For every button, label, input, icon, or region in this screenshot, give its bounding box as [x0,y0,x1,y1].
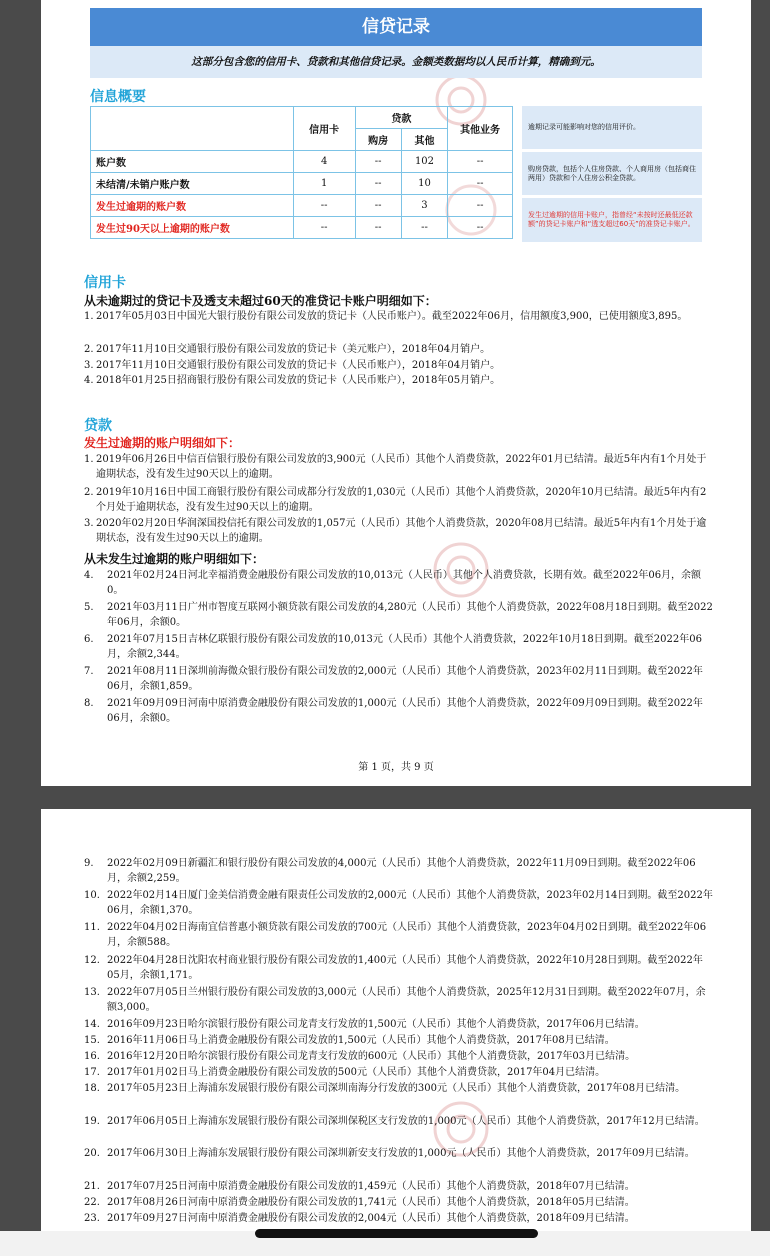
overview-table [90,106,513,239]
list-item: 20. 2017年06月30日上海浦东发展银行股份有限公司深圳新安支行发放的1,000元（人民币）其他个人消费贷款，2017年09月已结清。 [84,1148,695,1159]
cell: -- [448,217,513,239]
credit-card-subheading: 从未逾期过的贷记卡及透支未超过60天的准贷记卡账户明细如下： [84,294,437,308]
cell: -- [448,151,513,173]
cell: -- [355,151,401,173]
loan-heading: 贷款 [84,418,112,434]
list-item: 15. 2016年11月06日马上消费金融股份有限公司发放的1,500元（人民币）其他个人消费贷款，2017年08月已结清。 [84,1035,615,1046]
home-indicator[interactable] [255,1229,538,1238]
col-credit-card: 信用卡 [293,107,355,151]
table-row [91,195,513,217]
credit-card-heading: 信用卡 [84,275,126,291]
note-house-loan: 购房贷款，包括个人住房贷款、个人商用房（包括商住两用）贷款和个人住房公积金贷款。 [522,152,702,195]
list-item: 14. 2016年09月23日哈尔滨银行股份有限公司龙青支行发放的1,500元（人民币）其他个人消费贷款，2017年06月已结清。 [84,1019,645,1030]
overview-notes [522,106,702,245]
list-item: 9. 2022年02月09日新疆汇和银行股份有限公司发放的4,000元（人民币）其他个人消费贷款，2022年11月09日到期。截至2022年06月，余额2,259。 [84,858,696,884]
list-item: 10. 2022年02月14日厦门金美信消费金融有限责任公司发放的2,000元（人民币）其他个人消费贷款，2023年02月14日到期。截至2022年06月，余额1,370。 [84,890,713,916]
list-item: 16. 2016年12月20日哈尔滨银行股份有限公司龙青支行发放的600元（人民币）其他个人消费贷款，2017年03月已结清。 [84,1051,636,1062]
cell: -- [448,195,513,217]
row-label: 账户数 [91,151,294,173]
section-title: 信贷记录 [90,8,702,46]
table-row [91,173,513,195]
cell: 1 [293,173,355,195]
list-item: 17. 2017年01月02日马上消费金融股份有限公司发放的500元（人民币）其他个人消费贷款，2017年04月已结清。 [84,1067,606,1078]
list-item: 1. 2017年05月03日中国光大银行股份有限公司发放的贷记卡（人民币账户）。截至2022年06月，信用额度3,900，已使用额度3,895。 [84,311,688,322]
overview-heading: 信息概要 [90,89,146,105]
list-item: 5. 2021年03月11日广州市智度互联网小额贷款有限公司发放的4,280元（人民币）其他个人消费贷款，2022年08月18日到期。截至2022年06月，余额0。 [84,602,713,628]
cell: 4 [293,151,355,173]
col-other-business: 其他业务 [448,107,513,151]
col-house: 购房 [355,129,401,151]
cell: 3 [401,195,447,217]
row-label: 未结清/未销户账户数 [91,173,294,195]
list-item: 3. 2017年11月10日交通银行股份有限公司发放的贷记卡（人民币账户），2018年04月销户。 [84,360,501,371]
note-overdue-impact: 逾期记录可能影响对您的信用评价。 [522,106,702,149]
table-row [91,217,513,239]
cell: -- [448,173,513,195]
list-item: 2. 2017年11月10日交通银行股份有限公司发放的贷记卡（美元账户），2018年04月销户。 [84,344,491,355]
page-number: 第 1 页，共 9 页 [358,762,434,773]
list-item: 4. 2018年01月25日招商银行股份有限公司发放的贷记卡（人民币账户），2018年05月销户。 [84,375,501,386]
cell: -- [355,217,401,239]
row-label: 发生过逾期的账户数 [91,195,294,217]
list-item: 18. 2017年05月23日上海浦东发展银行股份有限公司深圳南海分行发放的300元（人民币）其他个人消费贷款，2017年08月已结清。 [84,1083,686,1094]
list-item: 1. 2019年06月26日中信百信银行股份有限公司发放的3,900元（人民币）其他个人消费贷款，2022年01月已结清。最近5年内有1个月处于逾期状态，没有发生过90天以上的逾期。 [84,454,707,480]
row-label: 发生过90天以上逾期的账户数 [91,217,294,239]
loan-normal-heading: 从未发生过逾期的账户明细如下： [84,552,265,566]
list-item: 6. 2021年07月15日吉林亿联银行股份有限公司发放的10,013元（人民币）其他个人消费贷款，2022年10月18日到期。截至2022年06月，余额2,344。 [84,634,702,660]
section-subtitle: 这部分包含您的信用卡、贷款和其他信贷记录。金额类数据均以人民币计算，精确到元。 [90,46,702,78]
col-other: 其他 [401,129,447,151]
list-item: 7. 2021年08月11日深圳前海微众银行股份有限公司发放的2,000元（人民币）其他个人消费贷款，2023年02月11日到期。截至2022年06月，余额1,859。 [84,666,703,692]
list-item: 13. 2022年07月05日兰州银行股份有限公司发放的3,000元（人民币）其他个人消费贷款，2025年12月31日到期。截至2022年07月，余额3,000。 [84,987,706,1013]
list-item: 23. 2017年09月27日河南中原消费金融股份有限公司发放的2,004元（人民币）其他个人消费贷款，2018年09月已结清。 [84,1213,635,1224]
list-item: 8. 2021年09月09日河南中原消费金融股份有限公司发放的1,000元（人民币）其他个人消费贷款，2022年09月09日到期。截至2022年06月，余额0。 [84,698,703,724]
cell: -- [355,173,401,195]
list-item: 11. 2022年04月02日海南宜信普惠小额贷款有限公司发放的700元（人民币）其他个人消费贷款，2023年04月02日到期。截至2022年06月，余额588。 [84,922,707,948]
note-overdue-card: 发生过逾期的信用卡账户，指曾经“未按时还最低还款额”的贷记卡账户和“透支超过60天”的准贷记卡账户。 [522,198,702,242]
cell: 102 [401,151,447,173]
report-page-2 [41,809,751,1256]
list-item: 12. 2022年04月28日沈阳农村商业银行股份有限公司发放的1,400元（人民币）其他个人消费贷款，2022年10月28日到期。截至2022年05月，余额1,171。 [84,955,703,981]
col-loan: 贷款 [355,107,448,129]
list-item: 2. 2019年10月16日中国工商银行股份有限公司成都分行发放的1,030元（人民币）其他个人消费贷款，2020年10月已结清。最近5年内有2个月处于逾期状态，没有发生过90天以上的逾期。 [84,487,707,513]
table-corner [91,107,294,151]
cell: -- [293,217,355,239]
loan-overdue-heading: 发生过逾期的账户明细如下： [84,436,241,450]
report-page-1 [41,0,751,786]
list-item: 3. 2020年02月20日华润深国投信托有限公司发放的1,057元（人民币）其他个人消费贷款，2020年08月已结清。最近5年内有1个月处于逾期状态，没有发生过90天以上的逾期。 [84,518,707,544]
cell: -- [293,195,355,217]
table-row [91,151,513,173]
cell: -- [401,217,447,239]
list-item: 4. 2021年02月24日河北幸福消费金融股份有限公司发放的10,013元（人民币）其他个人消费贷款，长期有效。截至2022年06月，余额0。 [84,570,702,596]
list-item: 19. 2017年06月05日上海浦东发展银行股份有限公司深圳保税区支行发放的1,000元（人民币）其他个人消费贷款，2017年12月已结清。 [84,1116,705,1127]
list-item: 22. 2017年08月26日河南中原消费金融股份有限公司发放的1,741元（人民币）其他个人消费贷款，2018年05月已结清。 [84,1197,635,1208]
cell: 10 [401,173,447,195]
list-item: 21. 2017年07月25日河南中原消费金融股份有限公司发放的1,459元（人民币）其他个人消费贷款，2018年07月已结清。 [84,1181,635,1192]
cell: -- [355,195,401,217]
